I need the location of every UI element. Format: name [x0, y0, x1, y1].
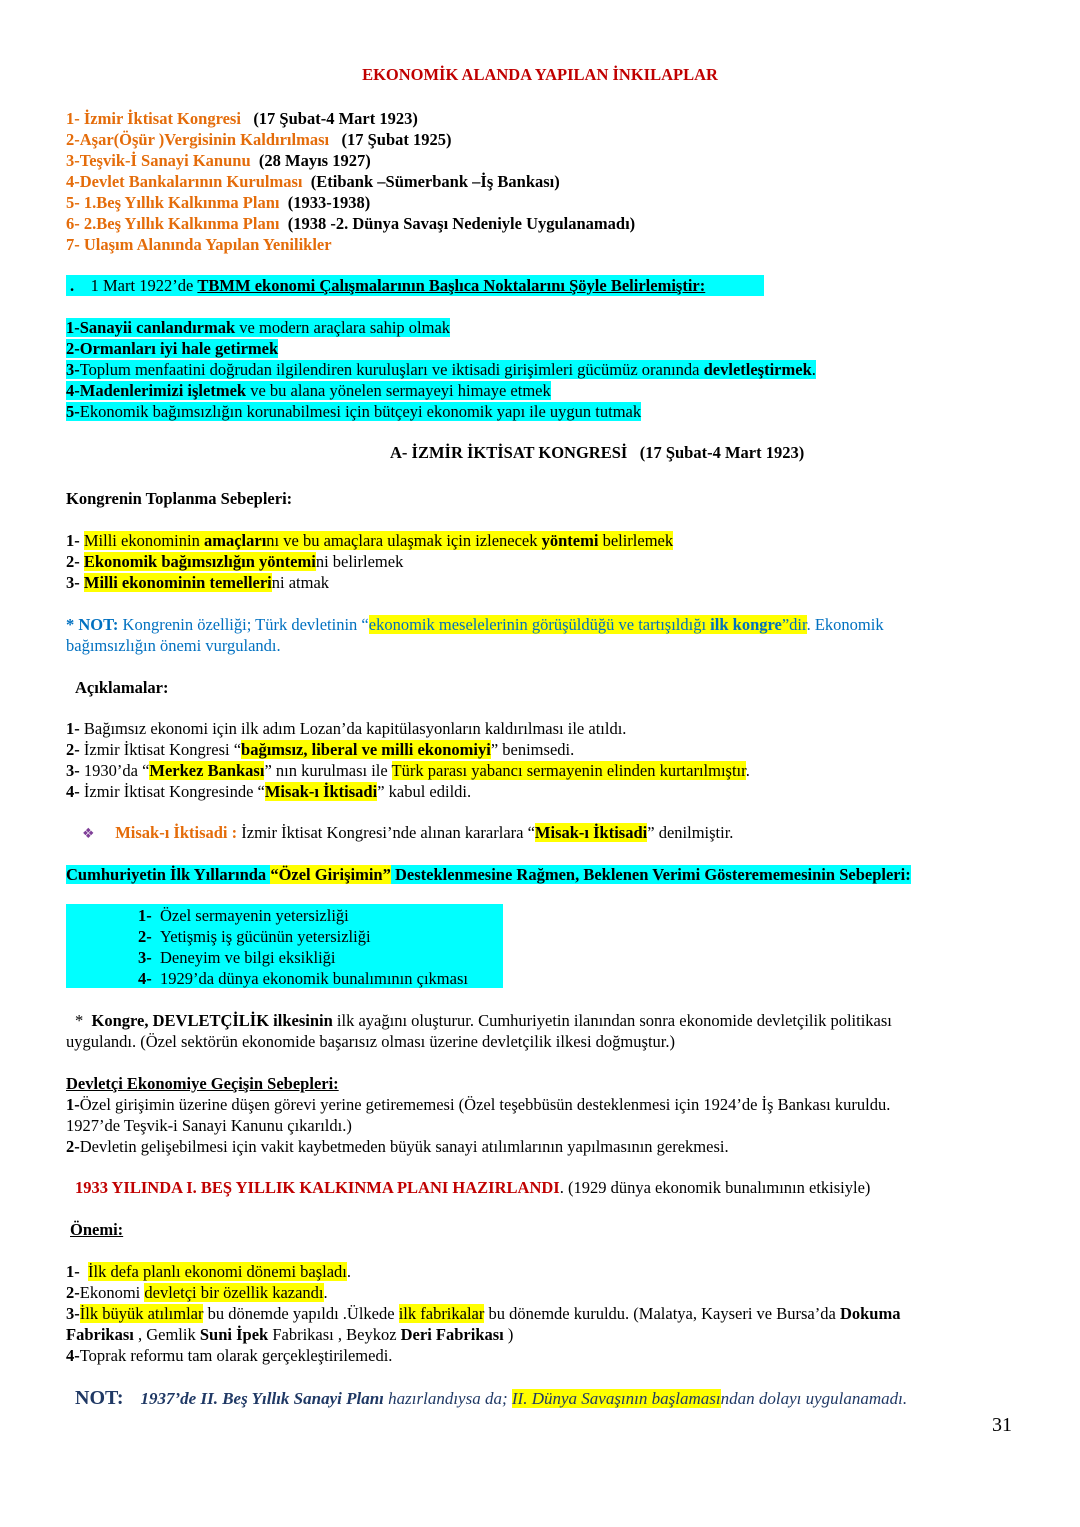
list-item: 6- 2.Beş Yıllık Kalkınma Planı (1938 -2. Dünya Savaşı Nedeniyle Uygulanamadı) [66, 214, 636, 233]
list-item: 4-Devlet Bankalarının Kurulması (Etibank –Sümerbank –İş Bankası) [66, 172, 560, 191]
list-item: 2- Yetişmiş iş gücünün yetersizliği [138, 927, 371, 946]
list-item: 1-Özel girişimin üzerine düşen görevi yerine getirememesi (Özel teşebbüsün desteklenmesi için 1924’de İş Bankası kuruldu. [66, 1095, 891, 1114]
page-title: EKONOMİK ALANDA YAPILAN İNKILAPLAR [362, 65, 718, 84]
final-note: NOT: 1937’de II. Beş Yıllık Sanayi Planı hazırlandıysa da; II. Dünya Savaşının başlamasından dolayı uygulanamadı. [75, 1387, 908, 1409]
section-heading: Cumhuriyetin İlk Yıllarında “Özel Girişimin” Desteklenmesine Rağmen, Beklenen Verimi Gösterememesinin Sebepleri: [66, 865, 911, 884]
list-item: 2- Ekonomik bağımsızlığın yöntemini belirlemek [66, 552, 404, 571]
subsection-title: Açıklamalar: [75, 678, 169, 697]
note-line: bağımsızlığın önemi vurgulandı. [66, 636, 281, 655]
list-item: 1- İlk defa planlı ekonomi dönemi başladı. [66, 1262, 352, 1281]
list-item: 5- 1.Beş Yıllık Kalkınma Planı (1933-1938) [66, 193, 371, 212]
list-item-line: 1927’de Teşvik-i Sanayi Kanunu çıkarıldı.) [66, 1116, 352, 1135]
tbmm-heading: . 1 Mart 1922’de TBMM ekonomi Çalışmalarının Başlıca Noktalarını Şöyle Belirlemiştir: [70, 276, 706, 295]
list-item: 3- Milli ekonominin temellerini atmak [66, 573, 330, 592]
list-item: 2-Ekonomi devletçi bir özellik kazandı. [66, 1283, 328, 1302]
list-item: 3- Deneyim ve bilgi eksikliği [138, 948, 336, 967]
list-item: 4- İzmir İktisat Kongresinde “Misak-ı İktisadi” kabul edildi. [66, 782, 472, 801]
list-item: 1- Bağımsız ekonomi için ilk adım Lozan’da kapitülasyonların kaldırılması ile atıldı. [66, 719, 627, 738]
list-item: 1-Sanayii canlandırmak ve modern araçlara sahip olmak [66, 318, 451, 337]
list-item: 3-Toplum menfaatini doğrudan ilgilendiren kuruluşları ve iktisadi girişimleri gücümüz oranında devletleştirmek. [66, 360, 816, 379]
list-item: 3-İlk büyük atılımlar bu dönemde yapıldı .Ülkede ilk fabrikalar bu dönemde kuruldu. (Malatya, Kayseri ve Bursa’da Dokuma [66, 1304, 901, 1323]
list-item: 3- 1930’da “Merkez Bankası” nın kurulması ile Türk parası yabancı sermayenin elinden kurtarılmıştır. [66, 761, 750, 780]
list-item: 2-Aşar(Öşür )Vergisinin Kaldırılması (17 Şubat 1925) [66, 130, 452, 149]
subsection-title: Önemi: [70, 1220, 124, 1239]
page-number: 31 [992, 1414, 1012, 1436]
list-item: 2-Ormanları iyi hale getirmek [66, 339, 279, 358]
subsection-title: Devletçi Ekonomiye Geçişin Sebepleri: [66, 1074, 339, 1093]
list-item: 4- 1929’da dünya ekonomik bunalımının çıkması [138, 969, 468, 988]
list-item: 1- Milli ekonominin amaçlarını ve bu amaçlara ulaşmak için izlenecek yöntemi belirlemek [66, 531, 674, 550]
list-item: 7- Ulaşım Alanında Yapılan Yenilikler [66, 235, 332, 254]
subsection-title: Kongrenin Toplanma Sebepleri: [66, 489, 293, 508]
note: * NOT: Kongrenin özelliği; Türk devletinin “ekonomik meselelerinin görüşüldüğü ve tartışıldığı ilk kongre”dir. Ekonomik [66, 615, 884, 634]
list-item: 1- Özel sermayenin yetersizliği [138, 906, 349, 925]
list-item: 4-Toprak reformu tam olarak gerçekleştirilemedi. [66, 1346, 393, 1365]
list-item: 2- İzmir İktisat Kongresi “bağımsız, liberal ve milli ekonomiyi” benimsedi. [66, 740, 575, 759]
list-item-line: Fabrikası , Gemlik Suni İpek Fabrikası , Beykoz Deri Fabrikası ) [66, 1325, 514, 1344]
list-item: 4-Madenlerimizi işletmek ve bu alana yönelen sermayeyi himaye etmek [66, 381, 551, 400]
section-heading: A- İZMİR İKTİSAT KONGRESİ (17 Şubat-4 Mart 1923) [390, 443, 805, 462]
diamond-bullet-icon: ❖ [82, 826, 95, 842]
definition: ❖ Misak-ı İktisadi : İzmir İktisat Kongresi’nde alınan kararlara “Misak-ı İktisadi” denilmiştir. [82, 823, 734, 842]
list-item: 1- İzmir İktisat Kongresi (17 Şubat-4 Mart 1923) [66, 109, 418, 128]
paragraph: * Kongre, DEVLETÇİLİK ilkesinin ilk ayağını oluşturur. Cumhuriyetin ilanından sonra ekonomide devletçilik politikası [75, 1011, 892, 1030]
list-item: 5-Ekonomik bağımsızlığın korunabilmesi için bütçeyi ekonomik yapı ile uygun tutmak [66, 402, 642, 421]
list-item: 2-Devletin gelişebilmesi için vakit kaybetmeden büyük sanayi atılımlarının yapılmasının gerekmesi. [66, 1137, 729, 1156]
list-item: 3-Teşvik-İ Sanayi Kanunu (28 Mayıs 1927) [66, 151, 371, 170]
paragraph-line: uygulandı. (Özel sektörün ekonomide başarısız olması üzerine devletçilik ilkesi doğmuştur.) [66, 1032, 675, 1051]
section-heading: 1933 YILINDA I. BEŞ YILLIK KALKINMA PLANI HAZIRLANDI. (1929 dünya ekonomik bunalımının etkisiyle) [75, 1178, 871, 1197]
